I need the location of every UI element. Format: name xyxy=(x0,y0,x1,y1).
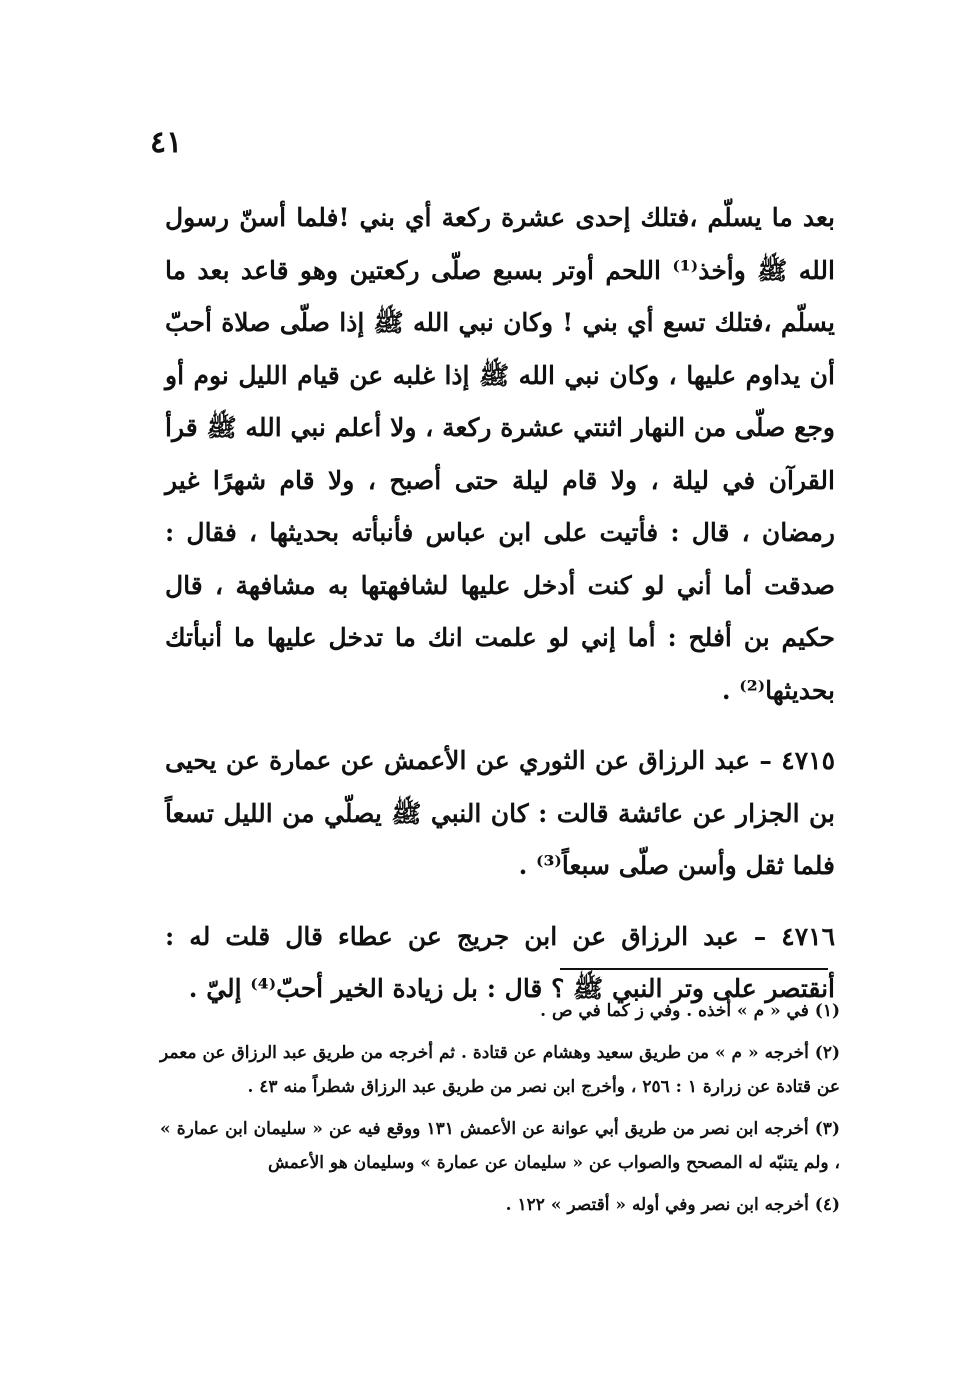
paragraph-continuation: بعد ما يسلّم ،فتلك إحدى عشرة ركعة أي بني !فلما أسنّ رسول الله ﷺ وأخذ⁽¹⁾ اللحم أوتر بسبع صلّى ركعتين وهو قاعد بعد ما يسلّم ،فتلك تسع أي بني ! وكان نبي الله ﷺ إذا صلّى صلاة أحبّ أن يداوم عليها ، وكان نبي الله ﷺ إذا غلبه عن قيام الليل نوم أو وجع صلّى من النهار اثنتي عشرة ركعة ، ولا أعلم نبي الله ﷺ قرأ القرآن في ليلة ، ولا قام ليلة حتى أصبح ، ولا قام شهرًا غير رمضان ، قال : فأتيت على ابن عباس فأنبأته بحديثها ، فقال : صدقت أما أني لو كنت أدخل عليها لشافهتها به مشافهة ، قال حكيم بن أفلح : أما إني لو علمت انك ما تدخل عليها ما أنبأتك بحديثها⁽²⁾ . xyxy=(165,203,835,705)
footnote-3: (٣) أخرجه ابن نصر من طريق أبي عوانة عن الأعمش ١٣١ ووقع فيه عن « سليمان ابن عمارة » ، ولم يتنبّه له المصحح والصواب عن « سليمان عن عمارة » وسليمان هو الأعمش xyxy=(160,1119,840,1173)
footnote-2: (٢) أخرجه « م » من طريق سعيد وهشام عن قتادة . ثم أخرجه من طريق عبد الرزاق عن معمر عن قتادة عن زرارة ١ : ٢٥٦ ، وأخرج ابن نصر من طريق عبد الرزاق شطراً منه ٤٣ . xyxy=(160,1043,840,1097)
footnotes xyxy=(160,994,840,1230)
hadith-4716: ٤٧١٦ – عبد الرزاق عن ابن جريج عن عطاء قال قلت له : أنقتصر على وتر النبي ﷺ ؟ قال : بل زيادة الخير أحبّ⁽⁴⁾ إليّ . xyxy=(165,921,835,1003)
footnote-divider xyxy=(560,968,828,970)
main-text xyxy=(165,192,835,1016)
hadith-4715: ٤٧١٥ – عبد الرزاق عن الثوري عن الأعمش عن عمارة عن يحيى بن الجزار عن عائشة قالت : كان النبي ﷺ يصلّي من الليل تسعاً فلما ثقل وأسن صلّى سبعاً⁽³⁾ . xyxy=(165,746,835,880)
page-number: ٤١ xyxy=(150,125,183,160)
footnote-4: (٤) أخرجه ابن نصر وفي أوله « أقتصر » ١٢٢ . xyxy=(505,1195,840,1215)
footnote-1: (١) في « م » أخذه . وفي ز كما في ص . xyxy=(540,1001,840,1021)
